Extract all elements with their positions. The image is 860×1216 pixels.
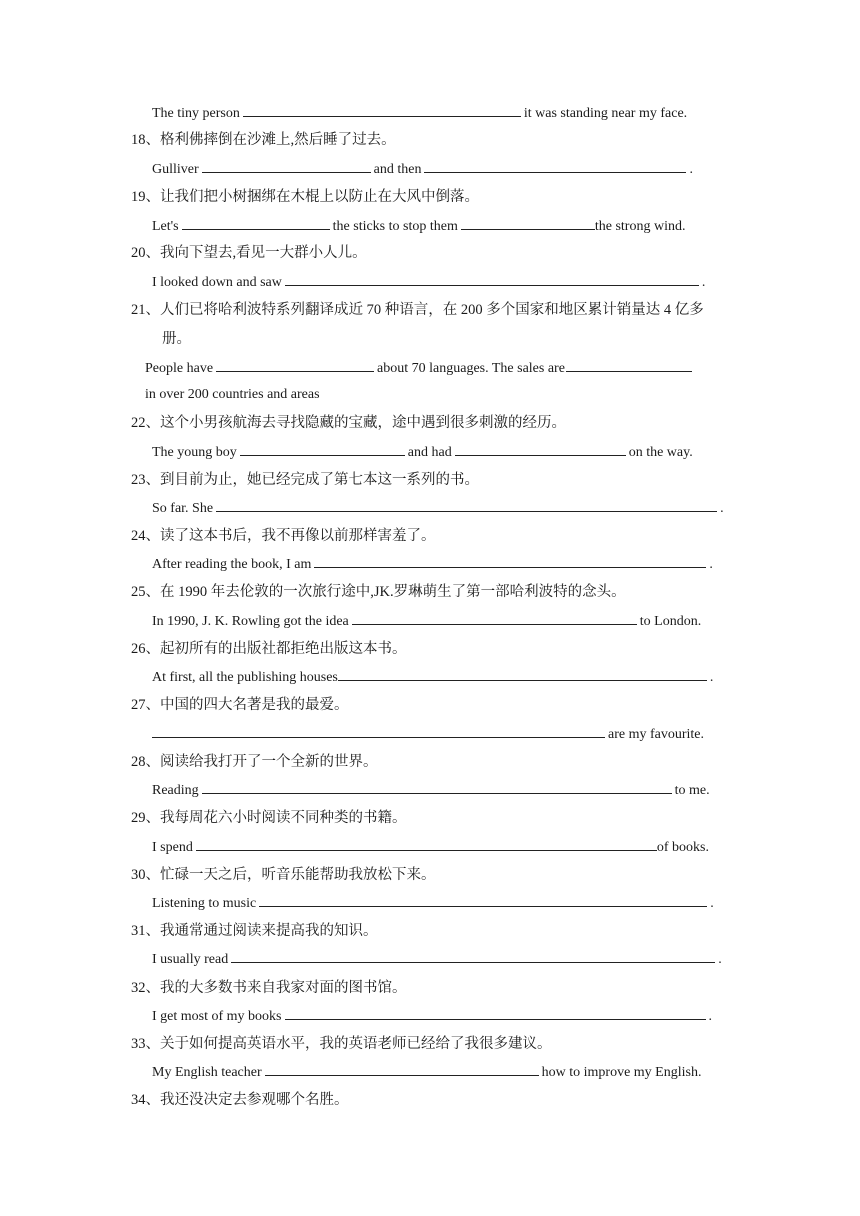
answer-text: . bbox=[689, 162, 693, 177]
question-number: 29、 bbox=[131, 810, 160, 826]
question-prompt bbox=[131, 130, 396, 150]
question-text: 册。 bbox=[162, 331, 191, 347]
answer-line bbox=[152, 498, 724, 519]
question-number: 28、 bbox=[131, 754, 160, 770]
question-number: 26、 bbox=[131, 641, 160, 657]
question-prompt bbox=[131, 695, 349, 715]
answer-blank[interactable] bbox=[240, 442, 405, 456]
question-text: 让我们把小树捆绑在木棍上以防止在大风中倒落。 bbox=[160, 189, 479, 205]
question-prompt bbox=[131, 413, 566, 433]
answer-blank[interactable] bbox=[243, 103, 521, 117]
answer-text: how to improve my English. bbox=[541, 1065, 702, 1080]
question-text: 忙碌一天之后，听音乐能帮助我放松下来。 bbox=[160, 867, 436, 883]
question-number: 32、 bbox=[131, 980, 160, 996]
question-number: 23、 bbox=[131, 472, 160, 488]
question-number: 22、 bbox=[131, 415, 160, 431]
answer-text: At first, all the publishing houses bbox=[152, 670, 338, 685]
question-number: 33、 bbox=[131, 1036, 160, 1052]
answer-blank[interactable] bbox=[259, 893, 707, 907]
answer-text: the sticks to stop them bbox=[332, 219, 458, 234]
answer-line bbox=[152, 442, 693, 463]
question-prompt bbox=[131, 300, 704, 320]
answer-line bbox=[152, 103, 687, 124]
answer-line bbox=[152, 949, 722, 970]
answer-blank[interactable] bbox=[455, 442, 626, 456]
answer-blank[interactable] bbox=[461, 216, 595, 230]
answer-line bbox=[152, 837, 709, 858]
question-prompt bbox=[131, 1034, 552, 1054]
answer-text: Let's bbox=[152, 219, 179, 234]
answer-line bbox=[152, 554, 713, 575]
question-prompt bbox=[131, 752, 378, 772]
question-text: 阅读给我打开了一个全新的世界。 bbox=[160, 754, 378, 770]
answer-blank[interactable] bbox=[231, 949, 715, 963]
question-number: 27、 bbox=[131, 697, 160, 713]
answer-blank[interactable] bbox=[152, 724, 605, 738]
question-number: 21、 bbox=[131, 302, 160, 318]
answer-text: on the way. bbox=[628, 445, 693, 460]
answer-text: The tiny person bbox=[152, 106, 240, 121]
question-prompt bbox=[131, 187, 479, 207]
question-text: 起初所有的出版社都拒绝出版这本书。 bbox=[160, 641, 407, 657]
question-text: 格利佛摔倒在沙滩上,然后睡了过去。 bbox=[160, 132, 396, 148]
answer-text: about 70 languages. The sales are bbox=[377, 361, 565, 376]
answer-blank[interactable] bbox=[202, 780, 672, 794]
answer-text: and then bbox=[373, 162, 422, 177]
answer-blank[interactable] bbox=[196, 837, 657, 851]
answer-blank[interactable] bbox=[352, 611, 637, 625]
answer-text: My English teacher bbox=[152, 1065, 262, 1080]
answer-text: . bbox=[709, 557, 713, 572]
question-prompt bbox=[131, 526, 436, 546]
question-text: 读了这本书后，我不再像以前那样害羞了。 bbox=[160, 528, 436, 544]
answer-text: are my favourite. bbox=[608, 727, 705, 742]
answer-text: . bbox=[718, 952, 722, 967]
question-prompt bbox=[131, 470, 479, 490]
answer-text: The young boy bbox=[152, 445, 237, 460]
question-prompt bbox=[131, 978, 407, 998]
question-text: 我每周花六小时阅读不同种类的书籍。 bbox=[160, 810, 407, 826]
answer-blank[interactable] bbox=[216, 358, 374, 372]
question-text: 人们已将哈利波特系列翻译成近 70 种语言，在 200 多个国家和地区累计销量达 4 亿多 bbox=[160, 302, 704, 318]
question-prompt bbox=[131, 1090, 349, 1110]
question-prompt bbox=[131, 808, 407, 828]
question-text: 关于如何提高英语水平，我的英语老师已经给了我很多建议。 bbox=[160, 1036, 552, 1052]
question-text: 我的大多数书来自我家对面的图书馆。 bbox=[160, 980, 407, 996]
question-text: 中国的四大名著是我的最爱。 bbox=[160, 697, 349, 713]
answer-blank[interactable] bbox=[285, 272, 699, 286]
answer-text: After reading the book, I am bbox=[152, 557, 312, 572]
answer-text: . bbox=[720, 501, 724, 516]
question-text: 我还没决定去参观哪个名胜。 bbox=[160, 1092, 349, 1108]
answer-text: it was standing near my face. bbox=[523, 106, 688, 121]
answer-line bbox=[145, 385, 320, 405]
answer-text: to London. bbox=[639, 614, 702, 629]
answer-blank[interactable] bbox=[424, 159, 686, 173]
answer-blank[interactable] bbox=[338, 667, 707, 681]
answer-text: I get most of my books bbox=[152, 1009, 282, 1024]
question-text: 我通常通过阅读来提高我的知识。 bbox=[160, 923, 378, 939]
question-prompt bbox=[131, 243, 367, 263]
answer-line bbox=[152, 780, 710, 801]
answer-line bbox=[152, 1006, 712, 1027]
question-text: 在 1990 年去伦敦的一次旅行途中,JK.罗琳萌生了第一部哈利波特的念头。 bbox=[160, 584, 626, 600]
answer-text: in over 200 countries and areas bbox=[145, 387, 320, 402]
question-text: 到目前为止，她已经完成了第七本这一系列的书。 bbox=[160, 472, 479, 488]
answer-text: . bbox=[710, 896, 714, 911]
answer-text: of books. bbox=[656, 840, 709, 855]
answer-text: . bbox=[709, 670, 714, 685]
answer-blank[interactable] bbox=[182, 216, 330, 230]
question-prompt-continued bbox=[162, 329, 191, 349]
answer-text: Gulliver bbox=[152, 162, 199, 177]
answer-line bbox=[152, 1062, 701, 1083]
answer-text: and had bbox=[407, 445, 452, 460]
question-text: 我向下望去,看见一大群小人儿。 bbox=[160, 245, 367, 261]
answer-text: the strong wind. bbox=[594, 219, 686, 234]
answer-blank[interactable] bbox=[566, 358, 692, 372]
question-number: 25、 bbox=[131, 584, 160, 600]
question-number: 30、 bbox=[131, 867, 160, 883]
answer-line bbox=[152, 724, 704, 745]
answer-text: . bbox=[701, 275, 706, 290]
answer-text: So far. She bbox=[152, 501, 214, 516]
answer-text: I looked down and saw bbox=[152, 275, 282, 290]
answer-line bbox=[152, 667, 713, 688]
answer-text: I spend bbox=[152, 840, 193, 855]
answer-text: to me. bbox=[674, 783, 710, 798]
answer-text: Listening to music bbox=[152, 896, 257, 911]
question-number: 34、 bbox=[131, 1092, 160, 1108]
answer-blank[interactable] bbox=[285, 1006, 706, 1020]
answer-line bbox=[152, 216, 685, 237]
answer-text: Reading bbox=[152, 783, 199, 798]
question-number: 18、 bbox=[131, 132, 160, 148]
question-number: 19、 bbox=[131, 189, 160, 205]
answer-line bbox=[145, 358, 695, 379]
answer-text: . bbox=[708, 1009, 712, 1024]
answer-text: I usually read bbox=[152, 952, 229, 967]
question-prompt bbox=[131, 582, 626, 602]
question-prompt bbox=[131, 921, 378, 941]
answer-blank[interactable] bbox=[265, 1062, 539, 1076]
answer-line bbox=[152, 159, 693, 180]
question-number: 20、 bbox=[131, 245, 160, 261]
question-text: 这个小男孩航海去寻找隐藏的宝藏，途中遇到很多刺激的经历。 bbox=[160, 415, 566, 431]
answer-text: In 1990, J. K. Rowling got the idea bbox=[152, 614, 349, 629]
answer-blank[interactable] bbox=[314, 554, 706, 568]
answer-line bbox=[152, 272, 705, 293]
question-prompt bbox=[131, 639, 407, 659]
answer-blank[interactable] bbox=[202, 159, 371, 173]
answer-line bbox=[152, 611, 701, 632]
question-prompt bbox=[131, 865, 436, 885]
question-number: 24、 bbox=[131, 528, 160, 544]
answer-line bbox=[152, 893, 714, 914]
answer-text: People have bbox=[145, 361, 214, 376]
question-number: 31、 bbox=[131, 923, 160, 939]
answer-blank[interactable] bbox=[216, 498, 717, 512]
